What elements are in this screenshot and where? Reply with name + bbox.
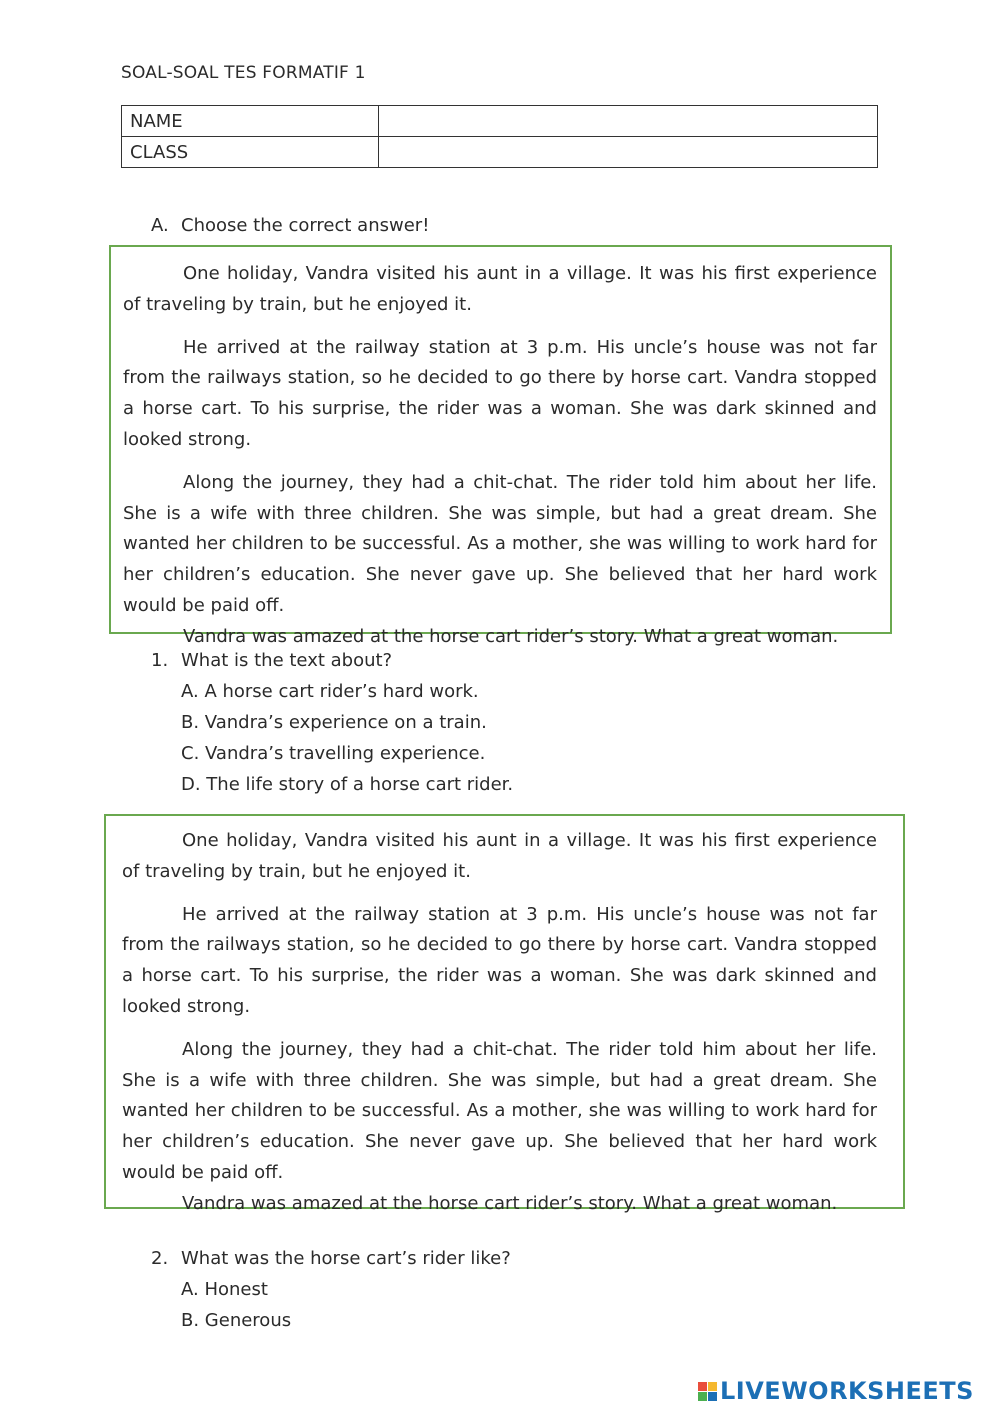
question-number: 1.	[151, 650, 169, 671]
class-row	[122, 137, 878, 168]
passage-paragraph: Along the journey, they had a chit-chat. The rider told him about her life. She is a wife with three children. She was simple, but had a great dream. She wanted her children to be successful. As a mother, she was willing to work hard for her children’s education. She never gave up. She believed that her hard work would be paid off.	[122, 1038, 877, 1183]
name-label: NAME	[122, 106, 379, 137]
passage-paragraph: Vandra was amazed at the horse cart rider’s story. What a great woman.	[183, 625, 839, 647]
logo-squares-icon	[698, 1382, 717, 1401]
name-field[interactable]	[379, 106, 878, 137]
passage-paragraph: He arrived at the railway station at 3 p.m. His uncle’s house was not far from the railways station, so he decided to go there by horse cart. Vandra stopped a horse cart. To his surprise, the rider was a woman. She was dark skinned and looked strong.	[122, 903, 877, 1017]
brand-text: LIVEWORKSHEETS	[720, 1377, 974, 1405]
answer-option: C. Vandra’s travelling experience.	[181, 743, 486, 764]
answer-option: A. Honest	[181, 1279, 268, 1300]
section-heading	[151, 215, 429, 236]
student-info-table	[121, 105, 878, 168]
answer-option: D. The life story of a horse cart rider.	[181, 774, 514, 795]
passage-paragraph: Along the journey, they had a chit-chat. The rider told him about her life. She is a wife with three children. She was simple, but had a great dream. She wanted her children to be successful. As a mother, she was willing to work hard for her children’s education. She never gave up. She believed that her hard work would be paid off.	[123, 471, 877, 616]
liveworksheets-logo	[698, 1377, 974, 1405]
answer-option: B. Vandra’s experience on a train.	[181, 712, 487, 733]
answer-option: A. A horse cart rider’s hard work.	[181, 681, 479, 702]
question-text: What is the text about?	[181, 650, 393, 671]
passage-paragraph: He arrived at the railway station at 3 p.m. His uncle’s house was not far from the railways station, so he decided to go there by horse cart. Vandra stopped a horse cart. To his surprise, the rider was a woman. She was dark skinned and looked strong.	[123, 336, 877, 450]
passage-paragraph: One holiday, Vandra visited his aunt in a village. It was his first experience of traveling by train, but he enjoyed it.	[123, 263, 877, 315]
reading-passage-box	[109, 245, 892, 647]
section-letter: A.	[151, 215, 169, 236]
passage-paragraph: One holiday, Vandra visited his aunt in a village. It was his first experience of traveling by train, but he enjoyed it.	[122, 830, 877, 882]
section-instruction: Choose the correct answer!	[181, 215, 430, 236]
question-1	[151, 645, 513, 800]
class-label: CLASS	[122, 137, 379, 168]
name-row	[122, 106, 878, 137]
question-text: What was the horse cart’s rider like?	[181, 1248, 511, 1269]
answer-option: B. Generous	[181, 1310, 292, 1331]
reading-passage-box-repeat	[104, 814, 905, 1214]
class-field[interactable]	[379, 137, 878, 168]
question-2	[151, 1243, 511, 1336]
page-title: SOAL-SOAL TES FORMATIF 1	[121, 63, 366, 83]
question-number: 2.	[151, 1248, 169, 1269]
passage-paragraph: Vandra was amazed at the horse cart rider’s story. What a great woman.	[182, 1192, 838, 1214]
